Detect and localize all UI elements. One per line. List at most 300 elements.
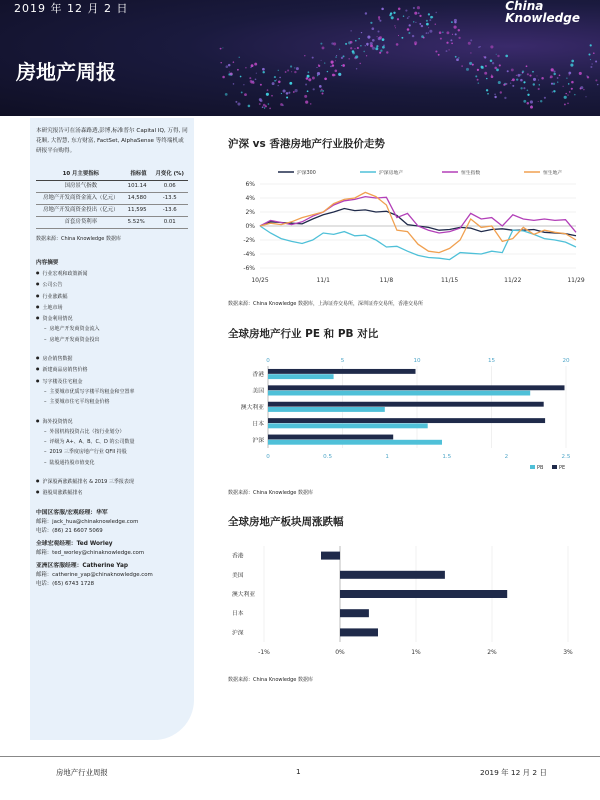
header-dot	[516, 78, 518, 80]
header-dot	[529, 75, 531, 77]
header-dot	[490, 45, 493, 48]
header-dot	[332, 64, 334, 66]
contact-phone: 电话：(65) 6743 1728	[36, 580, 95, 587]
header-dot	[316, 67, 317, 68]
header-dot	[352, 52, 355, 55]
header-dot	[289, 82, 292, 85]
header-dot	[466, 68, 469, 71]
header-dot	[279, 77, 280, 78]
header-dot	[376, 45, 378, 47]
header-dot	[370, 44, 373, 47]
header-dot	[533, 83, 535, 85]
header-dot	[481, 66, 484, 69]
header-dot	[291, 71, 292, 72]
header-dot	[287, 69, 289, 71]
toc-item	[36, 408, 188, 416]
header-dot	[350, 41, 353, 44]
header-dot	[531, 105, 532, 106]
header-dot	[538, 79, 539, 80]
x-tick-label: 11/29	[567, 277, 585, 284]
pe-bar	[268, 369, 416, 374]
x-tick-label: 11/8	[379, 277, 394, 284]
header-dot	[567, 102, 569, 104]
header-dot	[419, 23, 421, 25]
bar-chart-pe-pb	[226, 352, 586, 480]
header-dot	[285, 71, 287, 73]
header-dot	[262, 68, 265, 71]
header-dot	[469, 63, 470, 64]
header-dot	[380, 50, 382, 52]
table-cell: 5.52%	[126, 217, 152, 229]
table-cell: 国房景气指数	[36, 181, 126, 193]
header-dot	[506, 83, 508, 85]
table-cell: 11,595	[126, 205, 152, 217]
header-dot	[229, 71, 230, 72]
header-dot	[417, 6, 420, 9]
brand-logo	[505, 0, 580, 24]
header-dot	[398, 8, 401, 11]
header-dot	[267, 89, 269, 91]
header-dot	[566, 77, 567, 78]
header-dot	[571, 81, 574, 84]
header-dot	[571, 88, 573, 90]
category-label: 日本	[252, 421, 264, 428]
header-dot	[405, 10, 407, 12]
header-dot	[252, 81, 254, 83]
header-dot	[288, 92, 290, 94]
header-dot	[566, 93, 567, 94]
header-dot	[281, 93, 282, 94]
series-line	[260, 192, 576, 252]
header-dot	[469, 62, 472, 65]
header-dot	[553, 73, 555, 75]
header-dot	[226, 65, 229, 68]
pb-bar	[268, 391, 530, 396]
header-dot	[274, 76, 276, 78]
toc-item: – 外国机构投资占比（按行业划分）	[36, 427, 188, 437]
x-tick-label: 3%	[563, 649, 573, 656]
header-dot	[262, 106, 264, 108]
series-line	[260, 209, 576, 236]
header-dot	[527, 102, 530, 105]
x-tick-label: 11/15	[440, 277, 459, 284]
table-cell: -13.6	[151, 205, 188, 217]
intro-text: 本研究报告可在汤森路透,彭博,标准普尔 Capital IQ, 万得, 同花顺, 大智慧, 东方财富, FactSet, AlphaSense 等终端机或研报平台购得。	[36, 128, 188, 154]
toc-item: ● 公司公告	[36, 279, 188, 290]
header-dot	[484, 72, 487, 75]
header-dot	[239, 57, 240, 58]
header-dot	[429, 30, 432, 33]
header-dot	[553, 90, 555, 92]
header-dot	[307, 75, 310, 78]
header-dot	[265, 105, 267, 107]
header-dot	[322, 46, 325, 49]
header-dot	[322, 90, 324, 92]
header-dot	[454, 19, 457, 22]
header-dot	[350, 47, 352, 49]
header-dot	[320, 43, 322, 45]
pb-bar	[268, 423, 428, 428]
header-dot	[322, 93, 324, 95]
header-dot	[571, 60, 574, 63]
bar-chart-weekly-change	[226, 542, 586, 662]
header-dot	[338, 73, 341, 76]
header-dot	[264, 107, 265, 108]
header-dot	[393, 12, 395, 14]
header-dot	[295, 89, 298, 92]
toc-item: – 主要城市住宅平均租金价格	[36, 397, 188, 407]
header-dot	[245, 67, 247, 69]
header-dot	[527, 89, 529, 91]
contact-email[interactable]: 邮箱：catherine_yap@chinaknowledge.com	[36, 571, 153, 578]
header-dot	[496, 54, 497, 55]
header-dot	[415, 22, 416, 23]
header-dot	[569, 91, 571, 93]
header-dot	[241, 91, 243, 93]
header-dot	[507, 70, 509, 72]
header-dot	[391, 16, 394, 19]
header-dot	[446, 50, 448, 52]
header-dot	[550, 75, 553, 78]
header-dot	[305, 101, 308, 104]
pb-tick-label: 2.5	[561, 454, 571, 460]
header-dot	[512, 78, 515, 81]
header-dot	[551, 68, 554, 71]
header-dot	[486, 78, 487, 79]
header-dot	[590, 59, 591, 60]
toc-item: ● 沪深股两涨跌幅排名 & 2019 三季报表现	[36, 476, 188, 487]
header-dot	[512, 85, 514, 87]
header-dot	[304, 95, 307, 98]
pb-tick-label: 1.5	[442, 454, 452, 460]
header-dot	[294, 71, 296, 73]
header-dot	[332, 74, 335, 77]
header-dot	[312, 77, 315, 80]
header-dot	[456, 58, 459, 61]
header-dot	[335, 70, 338, 73]
table-cell: -13.5	[151, 193, 188, 205]
header-dot	[475, 75, 477, 77]
table-cell: 房地产开发商资金投出（亿元）	[36, 205, 126, 217]
header-dot	[435, 50, 437, 52]
header-dot	[487, 93, 489, 95]
header-dot	[421, 35, 424, 38]
header-dot	[567, 95, 568, 96]
header-dot	[260, 84, 262, 86]
header-dot	[595, 79, 597, 81]
header-dot	[259, 103, 261, 105]
legend-label: 沪深300	[297, 171, 316, 176]
legend-label: 沪深房地产	[379, 171, 403, 176]
toc-item: – 房地产开发商资金流入	[36, 324, 188, 334]
header-dot	[331, 61, 334, 64]
header-dot	[277, 85, 278, 86]
header-dot	[583, 89, 584, 90]
table-cell: 首套房贷利率	[36, 217, 126, 229]
table-of-contents	[36, 268, 188, 499]
pb-tick-label: 0.5	[323, 454, 333, 460]
header-dot	[321, 60, 322, 61]
header-dot	[222, 76, 225, 79]
y-tick-label: 0%	[245, 223, 255, 230]
table-row	[36, 217, 188, 229]
legend-label: 恒生指数	[461, 171, 481, 176]
header-dot	[335, 60, 336, 61]
header-dot	[455, 56, 457, 58]
header-dot	[371, 27, 374, 30]
toc-item: ● 行业宏观和政策新闻	[36, 268, 188, 279]
toc-title: 内容摘要	[36, 260, 59, 266]
header-dot	[317, 75, 318, 76]
header-dot	[504, 97, 506, 99]
header-dot	[330, 66, 332, 68]
toc-item: ● 港股周涨跌幅排名	[36, 487, 188, 498]
change-bar	[340, 609, 369, 617]
header-dot	[306, 77, 309, 80]
header-dot	[381, 8, 384, 11]
header-dot	[570, 64, 573, 67]
pe-tick-label: 10	[413, 358, 421, 364]
header-dot	[244, 93, 247, 96]
header-dot	[446, 42, 448, 44]
header-dot	[413, 7, 415, 9]
contact-email[interactable]: 邮箱：ted_worley@chinaknowledge.com	[36, 549, 145, 556]
header-dot	[538, 101, 539, 102]
header-dot	[530, 100, 533, 103]
header-dot	[590, 66, 592, 68]
header-dot	[494, 67, 497, 70]
header-dot	[510, 83, 511, 84]
header-dot	[458, 37, 460, 39]
x-tick-label: 11/22	[504, 277, 522, 284]
header-dot	[363, 51, 365, 53]
header-dot	[442, 32, 443, 33]
header-dot	[354, 48, 355, 49]
table-row	[36, 181, 188, 193]
header-dot	[532, 71, 534, 73]
header-dot	[271, 95, 273, 97]
header-dot	[222, 47, 223, 48]
header-dot	[324, 77, 327, 80]
pe-tick-label: 5	[340, 358, 345, 364]
header-dot	[477, 79, 479, 81]
pb-bar	[268, 374, 334, 379]
x-tick-label: 10/25	[251, 277, 269, 284]
header-dot	[564, 96, 567, 99]
header-dot	[483, 56, 484, 57]
header-dot	[366, 55, 367, 56]
header-dot	[564, 103, 566, 105]
header-dot	[290, 65, 292, 67]
header-dot	[233, 61, 235, 63]
header-dot	[544, 97, 546, 99]
header-dot	[361, 32, 362, 33]
toc-item: ● 房企销售数据	[36, 353, 188, 364]
header-dot	[327, 71, 328, 72]
header-dot	[439, 31, 442, 34]
contact-email[interactable]: 邮箱：jack_hua@chinaknowledge.com	[36, 518, 139, 525]
toc-item: – 评级为 A+、A、B、C、D 的公司数量	[36, 437, 188, 447]
header-dot	[516, 75, 517, 76]
header-dot	[541, 77, 544, 80]
header-dot	[382, 38, 385, 41]
header-dot	[262, 71, 264, 73]
table-cell: 101.14	[126, 181, 152, 193]
y-tick-label: -4%	[243, 251, 255, 258]
header-dot	[527, 94, 529, 96]
header-dot	[356, 68, 357, 69]
header-dot	[274, 80, 276, 82]
header-dot	[249, 77, 251, 79]
header-dot	[557, 81, 558, 82]
category-label: 美国	[252, 388, 264, 395]
header-dot	[351, 30, 352, 31]
x-tick-label: -1%	[258, 649, 270, 656]
header-dot	[294, 67, 295, 68]
brand-line2: Knowledge	[505, 11, 580, 25]
header-dot	[386, 51, 388, 53]
x-tick-label: 11/1	[316, 277, 330, 284]
header-dot	[523, 87, 525, 89]
legend-swatch	[552, 465, 557, 469]
header-dot	[341, 57, 343, 59]
change-bar	[340, 628, 378, 636]
header-dot	[454, 26, 457, 29]
toc-item: ● 新建商品房销售价格	[36, 364, 188, 375]
header-dot	[419, 15, 421, 17]
pb-bar	[268, 407, 385, 412]
header-dot	[377, 36, 378, 37]
header-dot	[412, 35, 414, 37]
toc-item: ● 资金利用情况	[36, 313, 188, 324]
toc-item	[36, 468, 188, 476]
header-dot	[255, 78, 257, 80]
y-tick-label: -6%	[243, 265, 255, 272]
header-dot	[382, 46, 385, 49]
header-dot	[451, 42, 453, 44]
header-dot	[563, 86, 564, 87]
header-dot	[407, 17, 409, 19]
header-dot	[496, 69, 499, 72]
header-dot	[372, 39, 375, 42]
contact-phone: 电话：(86) 21 6607 5069	[36, 527, 103, 534]
header-dot	[588, 53, 590, 55]
legend-label: PB	[537, 465, 544, 471]
header-dot	[398, 35, 399, 36]
report-date: 2019 年 12 月 2 日	[14, 2, 129, 15]
indicator-table	[36, 166, 188, 229]
header-dot	[461, 65, 462, 66]
toc-item: – 房地产开发商资金投出	[36, 335, 188, 345]
contact-title: 中国区客服/宏观经理：华军	[36, 509, 108, 516]
contact-group	[36, 540, 188, 558]
header-dot	[522, 71, 524, 73]
header-dot	[414, 43, 416, 45]
header-dot	[568, 83, 570, 85]
header-dot	[254, 63, 257, 66]
header-dot	[520, 74, 521, 75]
header-dot	[317, 72, 320, 75]
category-label: 沪深	[232, 630, 244, 637]
report-header	[0, 0, 600, 116]
header-dot	[523, 100, 526, 103]
section-title-pe-pb: 全球房地产行业 PE 和 PB 对比	[228, 328, 379, 340]
table-header: 月变化 (%)	[151, 166, 188, 181]
footer-title: 房地产行业周报	[56, 768, 108, 777]
header-dot	[355, 55, 358, 58]
header-dot	[357, 47, 359, 49]
table-cell: 0.01	[151, 217, 188, 229]
x-tick-label: 1%	[411, 649, 421, 656]
header-dot	[580, 86, 583, 89]
contact-title: 亚洲区客服经理：Catherine Yap	[36, 562, 129, 569]
change-bar	[340, 571, 445, 579]
header-dot	[365, 45, 366, 46]
report-title: 房地产周报	[16, 60, 116, 84]
header-dot	[403, 15, 404, 16]
chart-source: 数据来源：China Knowledge 数据库，上海证券交易所，深圳证券交易所，香港交易所	[228, 301, 423, 307]
header-dot	[595, 60, 597, 62]
header-dot	[480, 46, 481, 47]
series-line	[260, 197, 576, 233]
header-dot	[377, 30, 379, 32]
header-dot	[240, 76, 242, 78]
contacts	[36, 509, 188, 589]
header-dot	[409, 24, 411, 26]
header-dot	[360, 63, 361, 64]
header-dot	[470, 39, 472, 41]
header-dot	[375, 47, 378, 50]
header-dot	[520, 79, 523, 82]
header-dot	[324, 62, 325, 63]
header-dot	[597, 84, 598, 85]
header-dot	[538, 88, 540, 90]
chart-source: 数据来源：China Knowledge 数据库	[228, 490, 313, 496]
header-dot	[458, 29, 460, 31]
header-dot	[586, 75, 587, 76]
pe-bar	[268, 385, 565, 390]
toc-item	[36, 345, 188, 353]
header-dot	[272, 82, 275, 85]
header-dot	[237, 102, 240, 105]
header-dot	[491, 75, 494, 78]
header-dot	[269, 108, 271, 110]
header-dot	[494, 93, 496, 95]
header-dot	[310, 103, 312, 105]
header-dot	[343, 55, 345, 57]
table-header: 指标值	[126, 166, 152, 181]
header-dot	[235, 101, 237, 103]
header-dot	[520, 87, 522, 89]
section-title-stock-trend: 沪深 vs 香港房地产行业股价走势	[228, 138, 385, 150]
header-dot	[256, 73, 257, 74]
header-dot	[355, 40, 357, 42]
header-dot	[370, 22, 372, 24]
toc-item: ● 土地市场	[36, 302, 188, 313]
header-dot	[517, 74, 520, 77]
header-dot	[243, 84, 244, 85]
header-dot	[318, 65, 320, 67]
header-dot	[266, 93, 269, 96]
header-dot	[436, 12, 437, 13]
header-dot	[499, 64, 501, 66]
header-dot	[431, 16, 433, 18]
header-dot	[533, 78, 536, 81]
header-dot	[428, 32, 429, 33]
header-dot	[490, 60, 493, 63]
header-dot	[389, 14, 391, 16]
header-dot	[448, 49, 449, 50]
